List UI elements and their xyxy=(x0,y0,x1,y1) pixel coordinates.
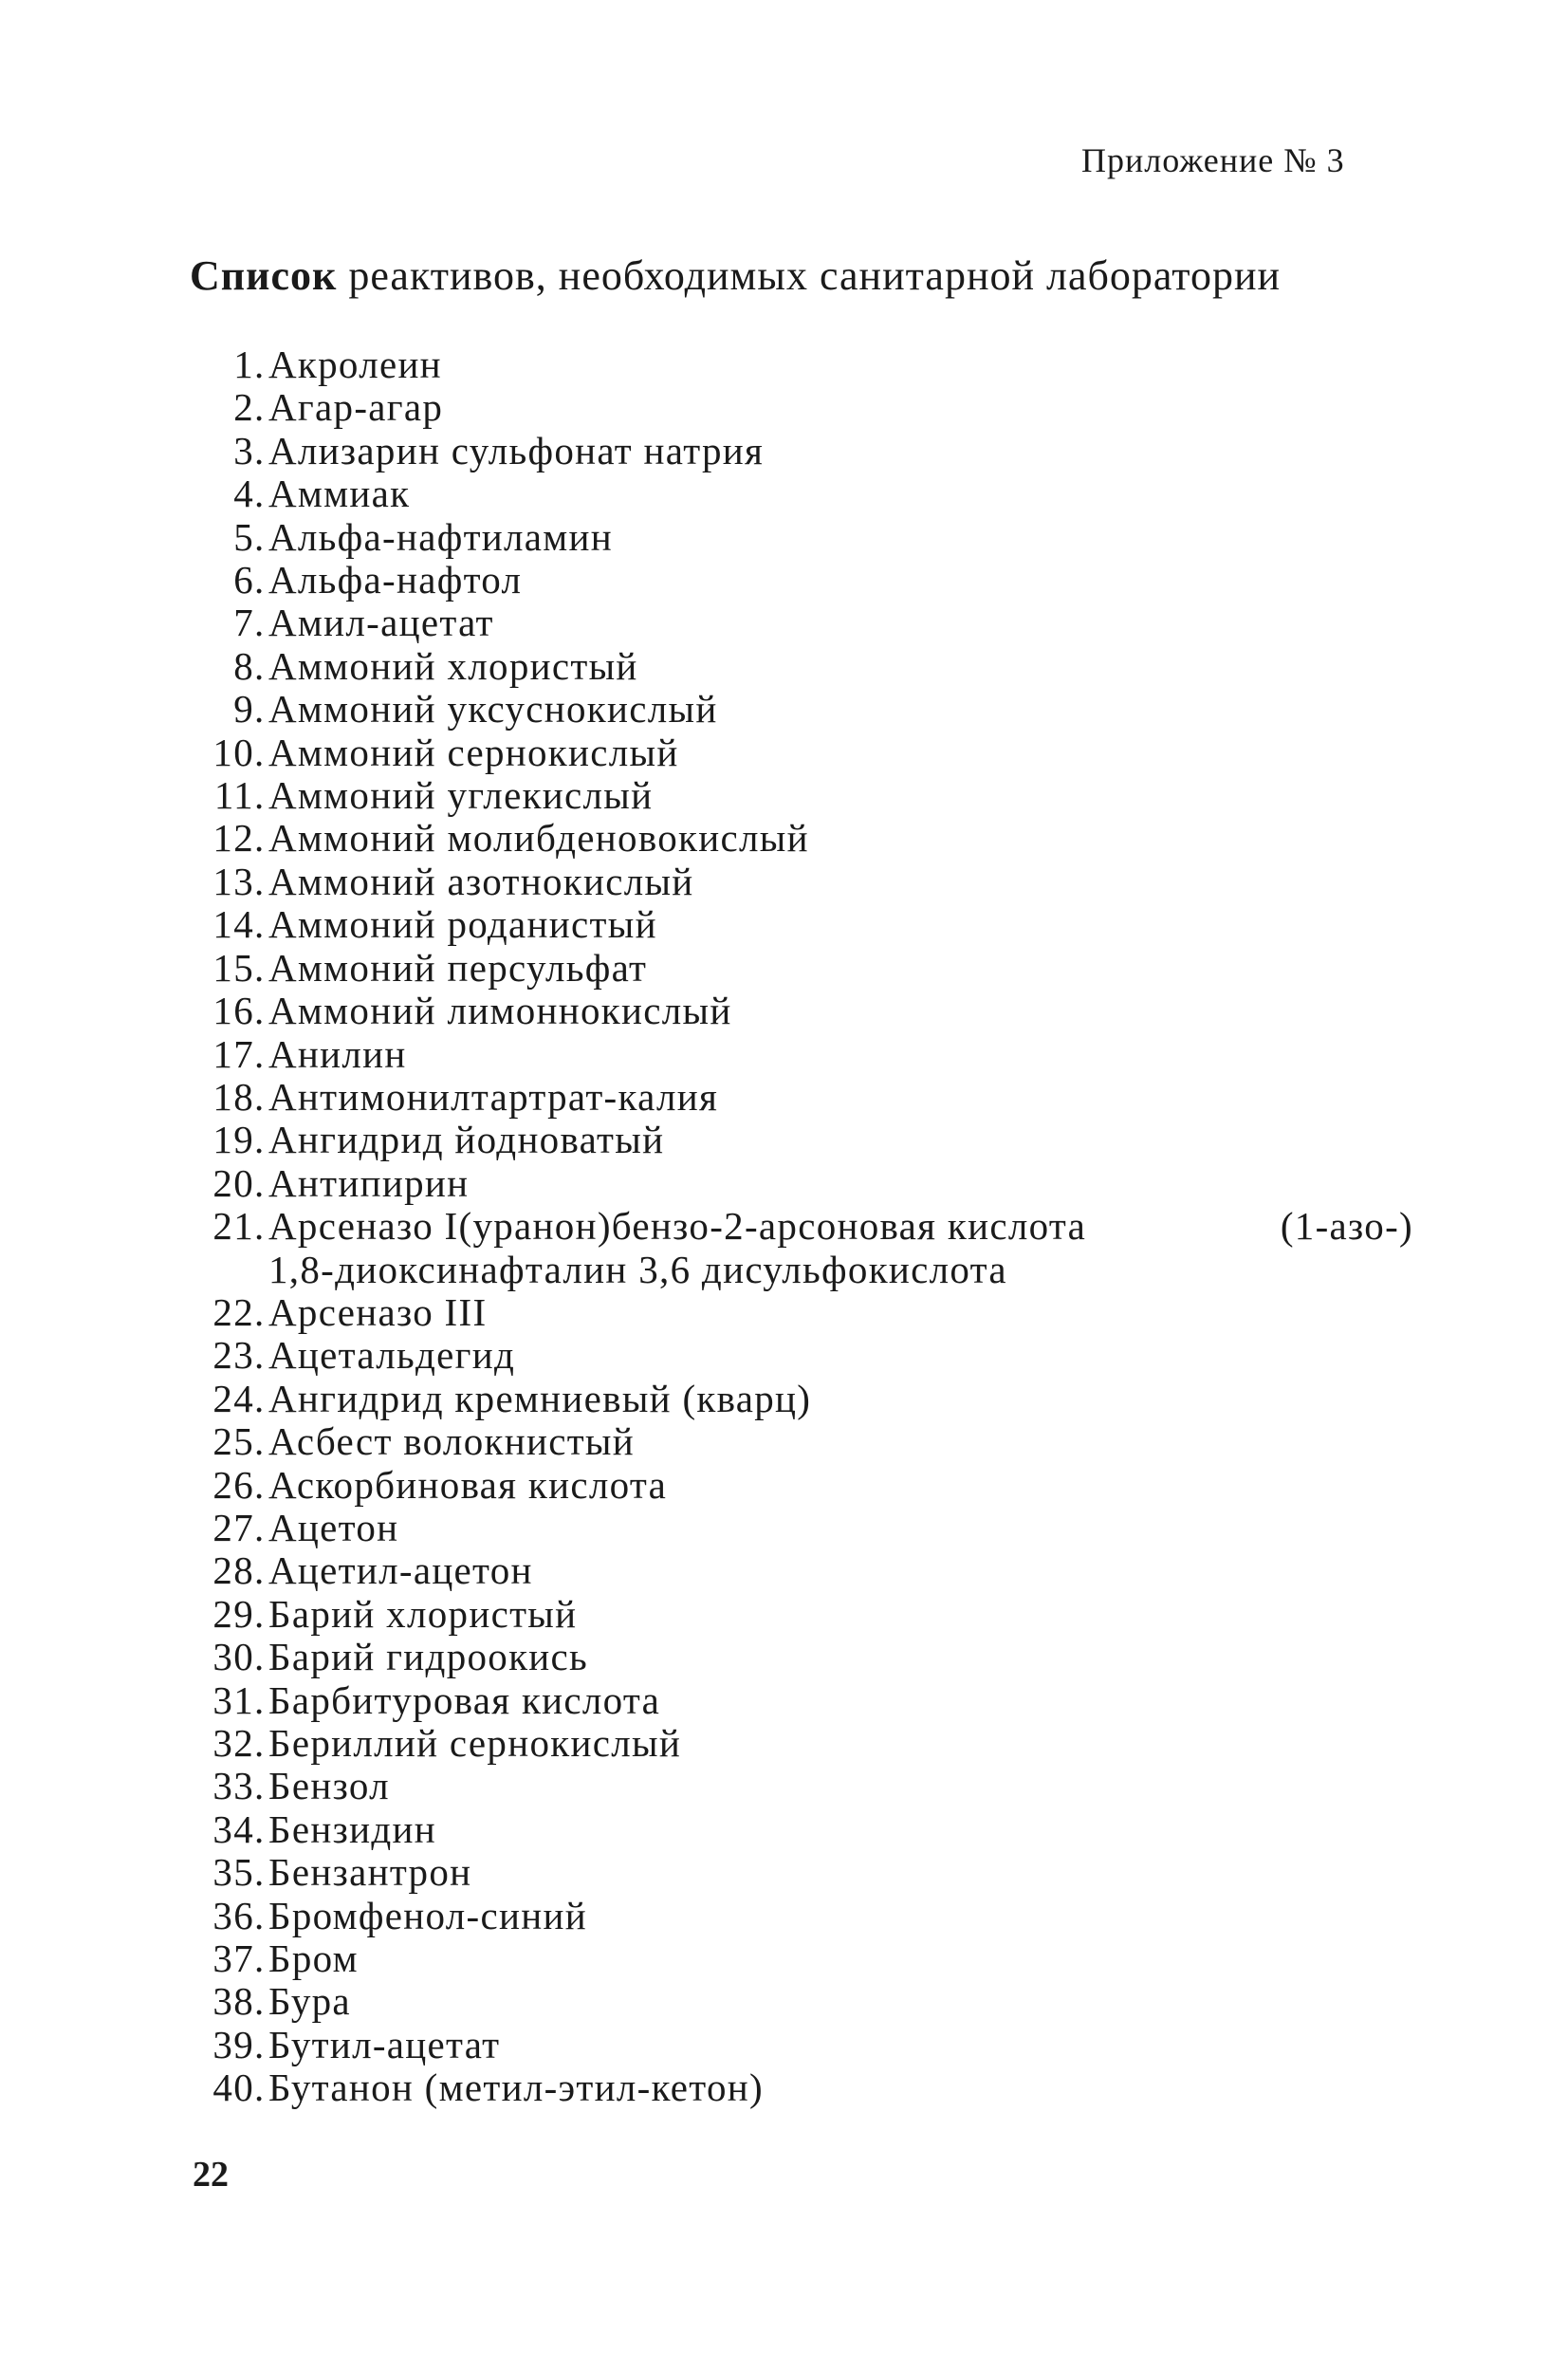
item-number: 34 xyxy=(212,1806,254,1851)
item-number-dot: . xyxy=(254,945,266,990)
list-item xyxy=(180,1507,1413,1549)
item-text xyxy=(268,1937,1413,1980)
item-number: 8 xyxy=(233,643,254,688)
item-text-main: Аммоний сернокислый xyxy=(268,730,679,774)
item-number: 20 xyxy=(212,1160,254,1205)
item-text xyxy=(268,1980,1413,2023)
item-number: 30 xyxy=(212,1635,254,1679)
list-item xyxy=(180,645,1413,688)
list-item xyxy=(180,774,1413,817)
item-number-dot: . xyxy=(254,1289,266,1334)
item-text xyxy=(268,1593,1413,1636)
reagent-list xyxy=(180,343,1413,2110)
item-text xyxy=(268,817,1413,860)
item-number-dot: . xyxy=(254,472,266,516)
item-text xyxy=(268,1464,1413,1507)
item-number-dot: . xyxy=(254,343,266,386)
item-number: 38 xyxy=(212,1979,254,2024)
item-text xyxy=(268,990,1413,1032)
item-text-main: Акролеин xyxy=(268,343,442,386)
item-text xyxy=(268,1808,1413,1851)
item-number-dot: . xyxy=(254,643,266,688)
item-number: 7 xyxy=(233,601,254,645)
item-text-main: Аммоний лимоннокислый xyxy=(268,989,732,1033)
item-number-dot: . xyxy=(254,1850,266,1895)
list-item xyxy=(180,1636,1413,1678)
item-number-dot: . xyxy=(254,816,266,861)
item-text xyxy=(268,1851,1413,1894)
list-item xyxy=(180,1205,1413,1291)
item-number: 36 xyxy=(212,1893,254,1937)
item-text xyxy=(268,774,1413,817)
item-text-tail: (1-азо-) xyxy=(1280,1204,1413,1249)
item-number-dot: . xyxy=(254,428,266,472)
list-item xyxy=(180,1162,1413,1205)
item-number: 6 xyxy=(233,558,254,602)
page-title xyxy=(190,251,1281,300)
item-text xyxy=(268,1507,1413,1549)
list-item xyxy=(180,1549,1413,1592)
item-text-main: Бутил-ацетат xyxy=(268,2022,501,2066)
item-text-main: Альфа-нафтол xyxy=(268,558,523,602)
item-text xyxy=(268,688,1413,731)
item-text-main: Аммоний молибденовокислый xyxy=(268,816,809,861)
item-number: 1 xyxy=(233,343,254,386)
list-item xyxy=(180,343,1413,386)
list-item xyxy=(180,1765,1413,1807)
item-number-dot: . xyxy=(254,859,266,903)
item-text xyxy=(268,2024,1413,2066)
item-number-dot: . xyxy=(254,1031,266,1076)
item-number-dot: . xyxy=(254,1721,266,1765)
item-text xyxy=(268,2066,1413,2109)
item-number-dot: . xyxy=(254,730,266,774)
item-text-main: Амил-ацетат xyxy=(268,601,494,645)
item-number: 15 xyxy=(212,945,254,990)
item-text-main: Аммоний углекислый xyxy=(268,773,654,818)
item-number-dot: . xyxy=(254,514,266,559)
item-number: 29 xyxy=(212,1591,254,1636)
list-item xyxy=(180,1851,1413,1894)
item-number: 19 xyxy=(212,1118,254,1162)
item-number: 9 xyxy=(233,687,254,732)
item-number: 18 xyxy=(212,1074,254,1119)
item-number: 14 xyxy=(212,902,254,947)
list-item xyxy=(180,1808,1413,1851)
item-number-dot: . xyxy=(254,558,266,602)
item-number: 12 xyxy=(212,816,254,861)
item-text-main: Ацетальдегид xyxy=(268,1333,516,1378)
item-text xyxy=(268,516,1413,559)
item-number-dot: . xyxy=(254,1764,266,1808)
list-item xyxy=(180,903,1413,946)
item-number: 40 xyxy=(212,2066,254,2110)
item-number-dot: . xyxy=(254,2022,266,2066)
item-text-main: Аммоний уксуснокислый xyxy=(268,687,718,732)
item-number: 16 xyxy=(212,989,254,1033)
item-number: 25 xyxy=(212,1419,254,1464)
item-number: 24 xyxy=(212,1376,254,1420)
list-item xyxy=(180,732,1413,774)
item-text-main: Бромфенол-синий xyxy=(268,1893,587,1937)
item-number: 13 xyxy=(212,859,254,903)
item-text xyxy=(268,472,1413,515)
item-text xyxy=(268,1205,1413,1291)
list-item xyxy=(180,1291,1413,1334)
item-number: 17 xyxy=(212,1031,254,1076)
item-number-dot: . xyxy=(254,2066,266,2110)
item-number-dot: . xyxy=(254,1893,266,1937)
item-number-dot: . xyxy=(254,1936,266,1981)
item-text-main: Агар-агар xyxy=(268,385,444,430)
list-item xyxy=(180,386,1413,429)
item-number-dot: . xyxy=(254,601,266,645)
list-item xyxy=(180,2066,1413,2109)
item-number: 32 xyxy=(212,1721,254,1765)
item-text-continuation: 1,8-диоксинафталин 3,6 дисульфокислота xyxy=(268,1247,1007,1291)
item-number: 26 xyxy=(212,1462,254,1507)
list-item xyxy=(180,1895,1413,1937)
item-number: 39 xyxy=(212,2022,254,2066)
item-number-dot: . xyxy=(254,1548,266,1593)
item-number-dot: . xyxy=(254,1419,266,1464)
item-number-dot: . xyxy=(254,1979,266,2024)
item-text-main: Арсеназо I(уранон)бензо-2-арсоновая кислота xyxy=(268,1204,1087,1249)
item-number-dot: . xyxy=(254,1333,266,1378)
item-text xyxy=(268,1636,1413,1678)
item-text xyxy=(268,1162,1413,1205)
item-text xyxy=(268,1765,1413,1807)
item-text xyxy=(268,386,1413,429)
item-text-main: Бензол xyxy=(268,1764,390,1808)
list-item xyxy=(180,1119,1413,1161)
list-item xyxy=(180,516,1413,559)
item-number-dot: . xyxy=(254,989,266,1033)
item-text-main: Аммоний азотнокислый xyxy=(268,859,694,903)
item-text xyxy=(268,559,1413,602)
list-item xyxy=(180,861,1413,903)
title-rest: реактивов, необходимых санитарной лаборатории xyxy=(348,252,1282,299)
item-number-dot: . xyxy=(254,1462,266,1507)
list-item xyxy=(180,990,1413,1032)
item-number: 35 xyxy=(212,1850,254,1895)
item-text-main: Аммоний персульфат xyxy=(268,945,648,990)
item-text-main: Бром xyxy=(268,1936,359,1981)
item-text xyxy=(268,1378,1413,1420)
item-text xyxy=(268,1291,1413,1334)
list-item xyxy=(180,1334,1413,1377)
list-item xyxy=(180,1722,1413,1765)
item-text-main: Ацетил-ацетон xyxy=(268,1548,533,1593)
item-text-main: Бензантрон xyxy=(268,1850,472,1895)
item-text xyxy=(268,602,1413,644)
item-text-main: Ацетон xyxy=(268,1505,399,1549)
item-text xyxy=(268,1033,1413,1076)
item-text-main: Бензидин xyxy=(268,1806,436,1851)
item-text xyxy=(268,430,1413,472)
item-number: 10 xyxy=(212,730,254,774)
list-item xyxy=(180,1464,1413,1507)
item-number: 21 xyxy=(212,1204,254,1249)
list-item xyxy=(180,947,1413,990)
appendix-label: Приложение № 3 xyxy=(1081,141,1345,179)
item-text-main: Аммоний хлористый xyxy=(268,643,638,688)
item-text-main: Ангидрид кремниевый (кварц) xyxy=(268,1376,812,1420)
list-item xyxy=(180,2024,1413,2066)
item-number-dot: . xyxy=(254,1204,266,1249)
item-number-dot: . xyxy=(254,1505,266,1549)
list-item xyxy=(180,1593,1413,1636)
item-number: 5 xyxy=(233,514,254,559)
item-number: 27 xyxy=(212,1505,254,1549)
item-number-dot: . xyxy=(254,1591,266,1636)
item-number: 23 xyxy=(212,1333,254,1378)
list-item xyxy=(180,1076,1413,1119)
list-item xyxy=(180,1679,1413,1722)
item-number-dot: . xyxy=(254,385,266,430)
item-text xyxy=(268,1334,1413,1377)
list-item xyxy=(180,1420,1413,1463)
item-text xyxy=(268,645,1413,688)
item-number: 22 xyxy=(212,1289,254,1334)
page-number: 22 xyxy=(193,2155,229,2195)
list-item xyxy=(180,430,1413,472)
item-text-main: Альфа-нафтиламин xyxy=(268,514,614,559)
item-text xyxy=(268,1722,1413,1765)
list-item xyxy=(180,472,1413,515)
list-item xyxy=(180,1378,1413,1420)
item-text xyxy=(268,1679,1413,1722)
item-text xyxy=(268,1119,1413,1161)
item-text xyxy=(268,1420,1413,1463)
item-text xyxy=(268,1549,1413,1592)
item-number-dot: . xyxy=(254,1677,266,1722)
item-text-main: Арсеназо III xyxy=(268,1289,488,1334)
item-text-main: Ангидрид йодноватый xyxy=(268,1118,665,1162)
item-number-dot: . xyxy=(254,1074,266,1119)
item-number-dot: . xyxy=(254,1806,266,1851)
item-number: 3 xyxy=(233,428,254,472)
item-text xyxy=(268,732,1413,774)
item-number: 2 xyxy=(233,385,254,430)
item-number: 11 xyxy=(213,773,254,818)
item-number-dot: . xyxy=(254,1376,266,1420)
item-number: 28 xyxy=(212,1548,254,1593)
list-item xyxy=(180,559,1413,602)
item-text-main: Барий гидроокись xyxy=(268,1635,589,1679)
item-text-main: Бура xyxy=(268,1979,351,2024)
item-text xyxy=(268,903,1413,946)
list-item xyxy=(180,1033,1413,1076)
list-item xyxy=(180,1937,1413,1980)
item-text-main: Барбитуровая кислота xyxy=(268,1677,661,1722)
item-number: 37 xyxy=(212,1936,254,1981)
item-number: 33 xyxy=(212,1764,254,1808)
item-number-dot: . xyxy=(254,773,266,818)
item-number-dot: . xyxy=(254,1118,266,1162)
item-text-main: Бериллий сернокислый xyxy=(268,1721,682,1765)
item-text-main: Антимонилтартрат-калия xyxy=(268,1074,719,1119)
item-text-main: Барий хлористый xyxy=(268,1591,578,1636)
item-text-main: Ализарин сульфонат натрия xyxy=(268,428,765,472)
item-text xyxy=(268,861,1413,903)
item-text-main: Аммоний роданистый xyxy=(268,902,657,947)
item-text xyxy=(268,343,1413,386)
item-text xyxy=(268,1895,1413,1937)
title-lead: Список xyxy=(190,252,338,299)
item-text xyxy=(268,1076,1413,1119)
item-text-main: Бутанон (метил-этил-кетон) xyxy=(268,2066,764,2110)
item-text-main: Антипирин xyxy=(268,1160,470,1205)
list-item xyxy=(180,817,1413,860)
item-number: 4 xyxy=(233,472,254,516)
item-number-dot: . xyxy=(254,1160,266,1205)
list-item xyxy=(180,688,1413,731)
item-text xyxy=(268,947,1413,990)
item-text-main: Асбест волокнистый xyxy=(268,1419,635,1464)
item-number-dot: . xyxy=(254,902,266,947)
item-number: 31 xyxy=(212,1677,254,1722)
item-text-main: Аскорбиновая кислота xyxy=(268,1462,668,1507)
item-number-dot: . xyxy=(254,687,266,732)
item-text-main: Аммиак xyxy=(268,472,411,516)
list-item xyxy=(180,602,1413,644)
item-text-main: Анилин xyxy=(268,1031,407,1076)
item-number-dot: . xyxy=(254,1635,266,1679)
list-item xyxy=(180,1980,1413,2023)
